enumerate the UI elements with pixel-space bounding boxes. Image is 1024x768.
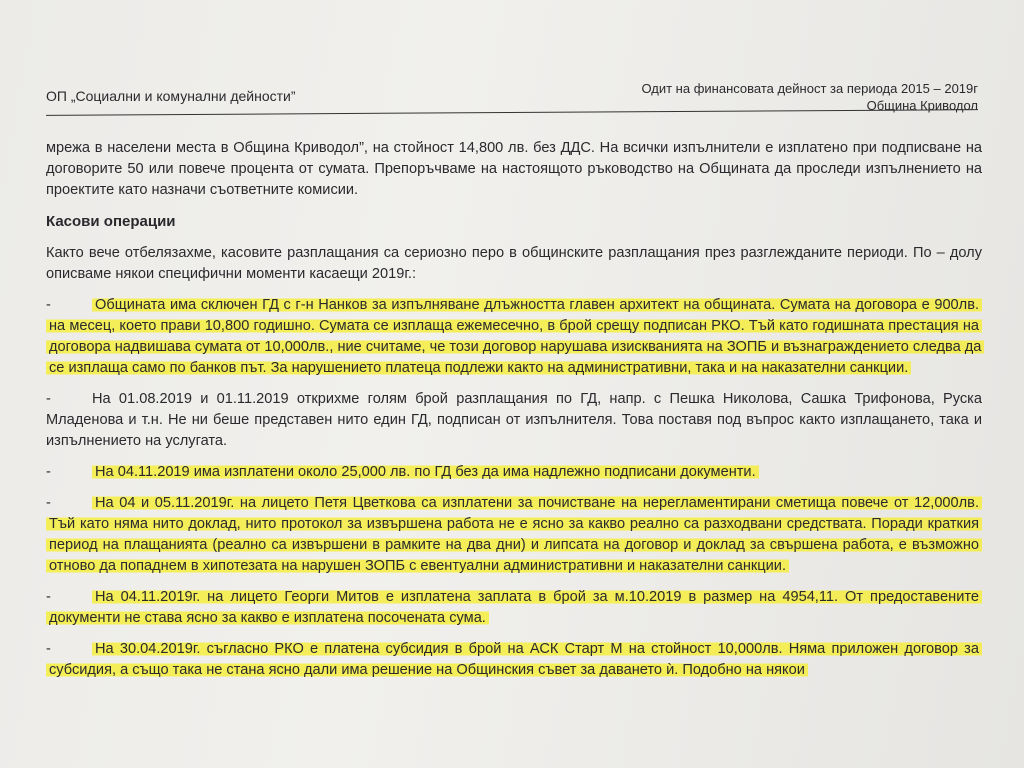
- list-item-text: Общината има сключен ГД с г-н Нанков за изпълняване длъжността главен архитект на общината. Сумата на договора е 900лв. на месец, което прави 10,800 годишно. Сумата се изплаща ежемесечно, в брой срещу подписан РКО. Тъй като годишната престация на договора надвишава сумата от 10,000лв., ние считаме, че този договор нарушава изискванията на ЗОПБ и възнаграждението следва да се изплаща само по банков път. За нарушението платеца подлежи както на административни, така и на наказателни санкции.: [46, 297, 984, 376]
- list-item: [46, 389, 982, 452]
- list-dash: -: [46, 589, 51, 605]
- intro-paragraph: Както вече отбелязахме, касовите разплащания са сериозно перо в общинските разплащания през разглежданите периоди. По – долу описваме някои специфични моменти касаещи 2019г.:: [46, 245, 982, 282]
- list-item: [46, 462, 982, 483]
- continuation-paragraph: мрежа в населени места в Община Криводол”, на стойност 14,800 лв. без ДДС. На всички изпълнители е изплатено при подписване на договорите 50 или повече процента от сумата. Препоръчваме на настоящото ръководство на Общината да проследи изпълнението на проектите като назначи съответните комисии.: [46, 140, 982, 198]
- document-body: [46, 138, 982, 691]
- list-dash: -: [46, 391, 51, 407]
- list-dash: -: [46, 641, 51, 657]
- list-item-text: На 01.08.2019 и 01.11.2019 открихме голям брой разплащания по ГД, напр. с Пешка Николова, Сашка Трифонова, Руска Младенова и т.н. Не ни беше представен нито един ГД, подписан от изпълнителя. Това поставя под въпрос както изплащането, така и изпълнението на услугата.: [46, 391, 982, 449]
- list-item-text: На 04.11.2019 има изплатени около 25,000 лв. по ГД без да има надлежно подписани документи.: [92, 464, 759, 480]
- list-dash: -: [46, 495, 51, 511]
- list-item-text: На 04 и 05.11.2019г. на лицето Петя Цветкова са изплатени за почистване на нерегламентирани сметища повече от 12,000лв. Тъй като няма нито доклад, нито протокол за извършена работа не е ясно за какво реално са разходвани средствата. Поради краткия период на плащанията (реално са извършени в рамките на два дни) и липсата на договор и доклад за свършена работа, е възможно отново да попаднем в хипотезата на нарушен ЗОПБ с евентуални административни и наказателни санкции.: [46, 495, 982, 574]
- list-item-text: На 30.04.2019г. съгласно РКО е платена субсидия в брой на АСК Старт М на стойност 10,000лв. Няма приложен договор за субсидия, а също така не стана ясно дали има решение на Общинския съвет за даването ѝ. Подобно на някои: [46, 641, 982, 678]
- list-dash: -: [46, 464, 51, 480]
- section-title: Касови операции: [46, 213, 176, 230]
- header-department: ОП „Социални и комунални дейности”: [46, 88, 296, 104]
- header-audit-title: Одит на финансовата дейност за периода 2015 – 2019г: [641, 81, 978, 96]
- list-item: [46, 639, 982, 681]
- list-item: [46, 493, 982, 577]
- list-item-text: На 04.11.2019г. на лицето Георги Митов е изплатена заплата в брой за м.10.2019 в размер на 4954,11. От предоставените документи не става ясно за какво е изплатена посочената сума.: [46, 589, 982, 626]
- header-municipality: Община Криводол: [866, 98, 978, 113]
- list-item: [46, 295, 982, 379]
- list-item: [46, 587, 982, 629]
- list-dash: -: [46, 297, 51, 313]
